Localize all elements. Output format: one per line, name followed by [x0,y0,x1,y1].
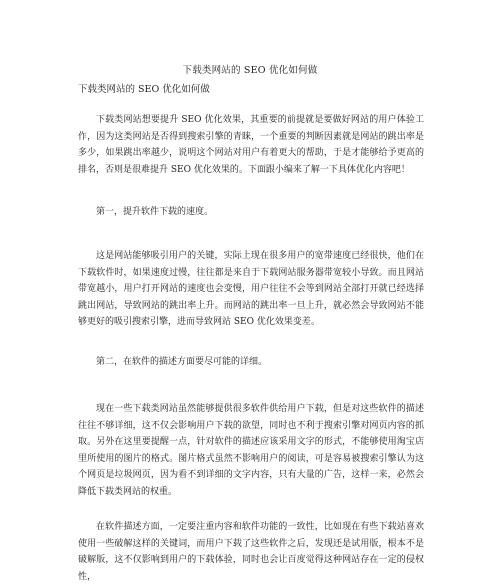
intro-paragraph: 下载类网站想要提升 SEO 优化效果，其重要的前提就是要做好网站的用户体验工作，因为这类网站是否得到搜索引擎的青睐，一个重要的判断因素就是网站的跳出率是多少，如果跳出率越少，说明这个网站对用户有着更大的帮助，于是才能够给予更高的排名，否则是很难提升 SEO 优化效果的。下面跟小编来了解一下具体优化内容吧！ [78,115,424,175]
document-title: 下载类网站的 SEO 优化如何做 [182,65,318,76]
section-2-paragraph-continued: 在软件描述方面，一定要注重内容和软件功能的一致性，比如现在有些下载站喜欢使用一些破解这样的关键词，而用户下载了这些软件之后，发现还是试用版，根本不是破解版，这不仅影响到用户的下载体验，同时也会让百度觉得这种网站存在一定的侵权性， [78,522,424,582]
section-2-heading: 第二，在软件的描述方面要尽可能的详细。 [96,357,268,367]
document-subtitle: 下载类网站的 SEO 优化如何做 [78,84,210,95]
section-1-heading: 第一，提升软件下载的速度。 [96,207,214,217]
section-2-paragraph: 现在一些下载类网站虽然能够提供很多软件供给用户下载，但是对这些软件的描述往往不够详细，这不仅会影响用户下载的欲望，同时也不利于搜索引擎对网页内容的抓取。另外在这里要提醒一点，针对软件的描述应该采用文字的形式，不能够使用淘宝店里所使用的图片的格式。图片格式虽然不影响用户的阅读，可是容易被搜索引擎认为这个网页是垃圾网页，因为看不到详细的文字内容，只有大量的广告，这样一来，必然会降低下载类网站的权重。 [78,404,424,497]
section-1-paragraph: 这是网站能够吸引用户的关键，实际上现在很多用户的宽带速度已经很快，他们在下载软件时，如果速度过慢，往往都是来自于下载网站服务器带宽较小导致。而且网站带宽越小，用户打开网站的速度也会变慢，用户往往不会等到网站全部打开就已经选择跳出网站，导致网站的跳出率上升。而网站的跳出率一旦上升，就必然会导致网站不能够更好的吸引搜索引擎，进而导致网站 SEO 优化效果变差。 [78,251,424,327]
